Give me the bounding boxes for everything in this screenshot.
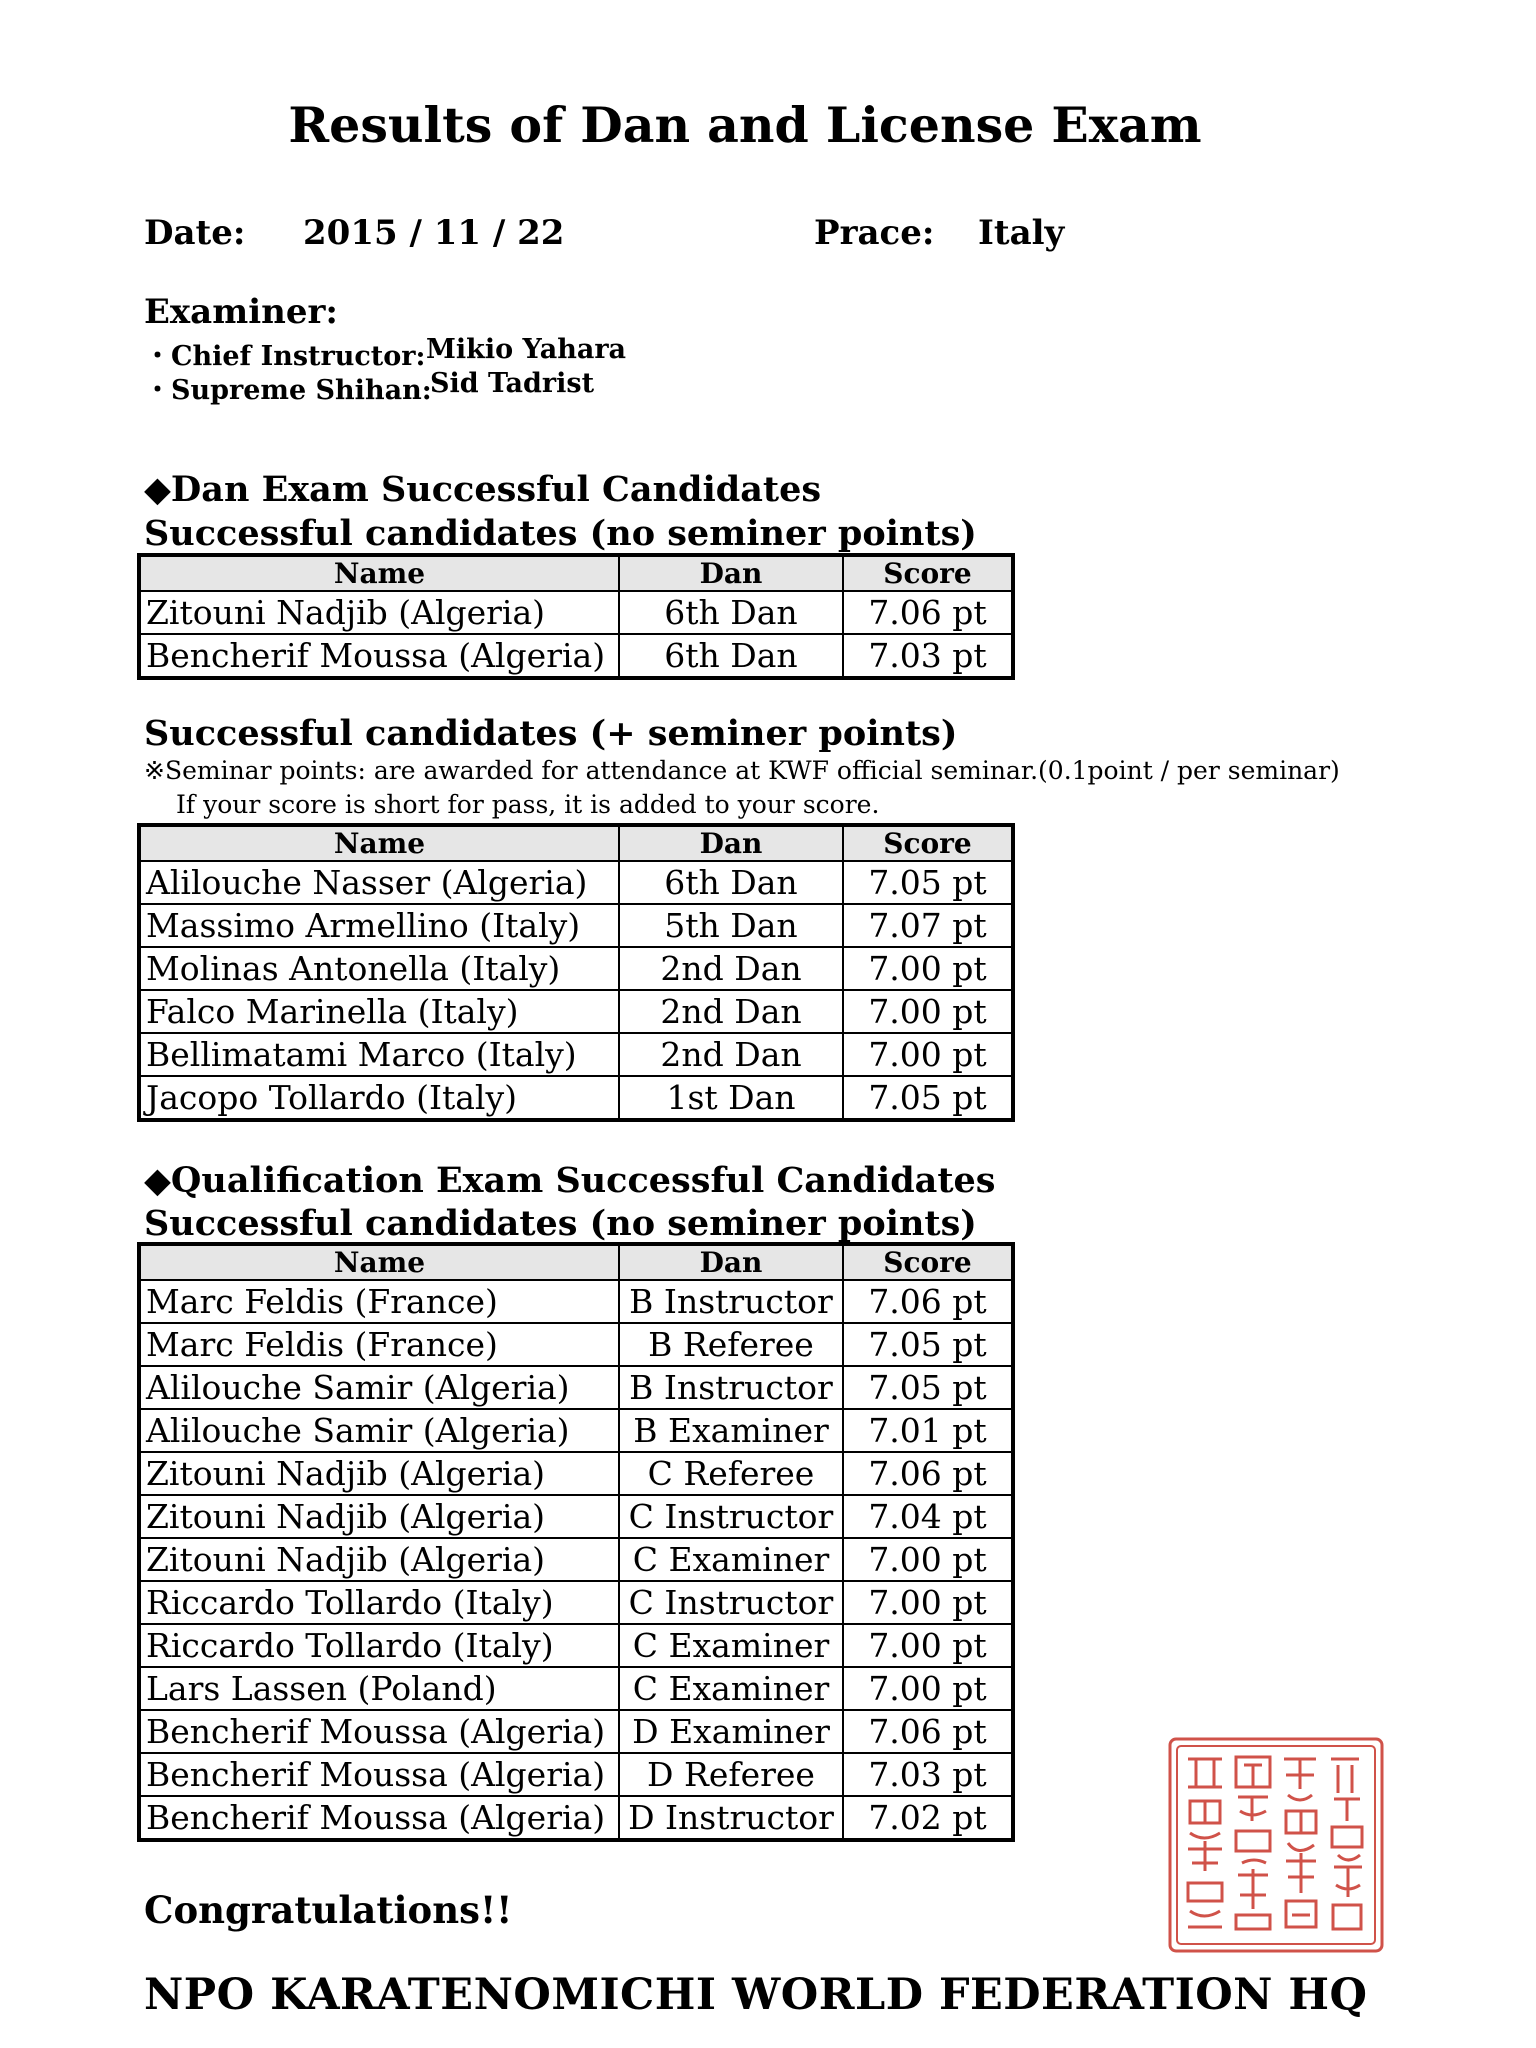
candidate-name-cell: Riccardo Tollardo (Italy) — [139, 1581, 619, 1624]
dan-level-cell: 6th Dan — [619, 591, 843, 634]
candidate-name-cell: Zitouni Nadjib (Algeria) — [139, 1538, 619, 1581]
table-row — [139, 861, 1013, 904]
dan-plus-seminar-table — [137, 823, 1015, 1122]
candidate-name-cell: Falco Marinella (Italy) — [139, 990, 619, 1033]
table-row — [139, 1710, 1013, 1753]
dan-level-cell: 6th Dan — [619, 634, 843, 678]
table-row — [139, 1409, 1013, 1452]
table-row — [139, 947, 1013, 990]
name-column-header: Name — [139, 1244, 619, 1280]
candidate-name-cell: Alilouche Nasser (Algeria) — [139, 861, 619, 904]
candidate-name-cell: Zitouni Nadjib (Algeria) — [139, 591, 619, 634]
candidate-name-cell: Bencherif Moussa (Algeria) — [139, 1753, 619, 1796]
dan-level-cell: 2nd Dan — [619, 947, 843, 990]
dan-level-cell: B Referee — [619, 1323, 843, 1366]
score-cell: 7.05 pt — [843, 1323, 1013, 1366]
dan-level-cell: 2nd Dan — [619, 1033, 843, 1076]
dan-level-cell: D Instructor — [619, 1796, 843, 1840]
table-row — [139, 1667, 1013, 1710]
table-header-row — [139, 555, 1013, 591]
table-row — [139, 1753, 1013, 1796]
name-column-header: Name — [139, 825, 619, 861]
table-row — [139, 591, 1013, 634]
score-cell: 7.05 pt — [843, 1076, 1013, 1120]
dan-level-cell: B Instructor — [619, 1280, 843, 1323]
dan-section-title: ◆Dan Exam Successful Candidates — [144, 469, 822, 510]
table-row — [139, 1624, 1013, 1667]
dan-level-cell: 2nd Dan — [619, 990, 843, 1033]
table-row — [139, 904, 1013, 947]
score-cell: 7.00 pt — [843, 1538, 1013, 1581]
subsection-title: Successful candidates (no seminer points) — [144, 1203, 977, 1244]
examiner-name: Mikio Yahara — [426, 334, 627, 365]
candidate-name-cell: Alilouche Samir (Algeria) — [139, 1366, 619, 1409]
subsection-title: Successful candidates (+ seminer points) — [144, 713, 958, 754]
table-row — [139, 1366, 1013, 1409]
score-cell: 7.02 pt — [843, 1796, 1013, 1840]
score-cell: 7.05 pt — [843, 1366, 1013, 1409]
table-header-row — [139, 825, 1013, 861]
seminar-note: ※Seminar points: are awarded for attendance at KWF official seminar.(0.1point / per seminar) — [144, 756, 1340, 785]
score-cell: 7.01 pt — [843, 1409, 1013, 1452]
document-title: Results of Dan and License Exam — [288, 96, 1202, 154]
score-cell: 7.06 pt — [843, 1452, 1013, 1495]
examiner-name: Sid Tadrist — [430, 368, 595, 399]
name-column-header: Name — [139, 555, 619, 591]
candidate-name-cell: Riccardo Tollardo (Italy) — [139, 1624, 619, 1667]
seminar-note: If your score is short for pass, it is added to your score. — [176, 790, 880, 819]
score-cell: 7.00 pt — [843, 1581, 1013, 1624]
date-value: 2015 / 11 / 22 — [303, 213, 565, 253]
table-row — [139, 1076, 1013, 1120]
examiner-role: ・Supreme Shihan: — [144, 375, 432, 406]
dan-no-seminar-table — [137, 553, 1015, 680]
dan-level-cell: D Referee — [619, 1753, 843, 1796]
candidate-name-cell: Jacopo Tollardo (Italy) — [139, 1076, 619, 1120]
subsection-title: Successful candidates (no seminer points) — [144, 513, 977, 554]
table-row — [139, 1796, 1013, 1840]
dan-level-cell: B Instructor — [619, 1366, 843, 1409]
table-row — [139, 1452, 1013, 1495]
qualification-section-title: ◆Qualification Exam Successful Candidates — [144, 1160, 996, 1201]
examiner-role: ・Chief Instructor: — [144, 341, 426, 372]
score-cell: 7.00 pt — [843, 1033, 1013, 1076]
dan-level-cell: C Instructor — [619, 1581, 843, 1624]
score-cell: 7.03 pt — [843, 1753, 1013, 1796]
score-column-header: Score — [843, 555, 1013, 591]
score-cell: 7.06 pt — [843, 1710, 1013, 1753]
dan-level-cell: C Examiner — [619, 1624, 843, 1667]
place-label: Prace: — [814, 213, 935, 253]
score-cell: 7.00 pt — [843, 1667, 1013, 1710]
score-column-header: Score — [843, 825, 1013, 861]
candidate-name-cell: Molinas Antonella (Italy) — [139, 947, 619, 990]
score-cell: 7.05 pt — [843, 861, 1013, 904]
examiner-label: Examiner: — [144, 292, 338, 332]
candidate-name-cell: Massimo Armellino (Italy) — [139, 904, 619, 947]
candidate-name-cell: Alilouche Samir (Algeria) — [139, 1409, 619, 1452]
table-row — [139, 1280, 1013, 1323]
candidate-name-cell: Marc Feldis (France) — [139, 1280, 619, 1323]
dan-column-header: Dan — [619, 555, 843, 591]
candidate-name-cell: Zitouni Nadjib (Algeria) — [139, 1495, 619, 1538]
score-cell: 7.04 pt — [843, 1495, 1013, 1538]
table-row — [139, 1323, 1013, 1366]
candidate-name-cell: Bencherif Moussa (Algeria) — [139, 1796, 619, 1840]
score-cell: 7.00 pt — [843, 1624, 1013, 1667]
table-row — [139, 990, 1013, 1033]
dan-level-cell: 1st Dan — [619, 1076, 843, 1120]
dan-level-cell: 5th Dan — [619, 904, 843, 947]
score-cell: 7.03 pt — [843, 634, 1013, 678]
candidate-name-cell: Zitouni Nadjib (Algeria) — [139, 1452, 619, 1495]
dan-level-cell: C Instructor — [619, 1495, 843, 1538]
dan-level-cell: B Examiner — [619, 1409, 843, 1452]
score-cell: 7.00 pt — [843, 990, 1013, 1033]
dan-level-cell: D Examiner — [619, 1710, 843, 1753]
dan-level-cell: C Examiner — [619, 1538, 843, 1581]
candidate-name-cell: Lars Lassen (Poland) — [139, 1667, 619, 1710]
place-value: Italy — [978, 213, 1065, 253]
candidate-name-cell: Bencherif Moussa (Algeria) — [139, 1710, 619, 1753]
dan-level-cell: C Examiner — [619, 1667, 843, 1710]
score-cell: 7.06 pt — [843, 1280, 1013, 1323]
candidate-name-cell: Bellimatami Marco (Italy) — [139, 1033, 619, 1076]
qualification-table — [137, 1242, 1015, 1842]
score-cell: 7.07 pt — [843, 904, 1013, 947]
official-seal-icon — [1166, 1735, 1386, 1955]
dan-level-cell: 6th Dan — [619, 861, 843, 904]
candidate-name-cell: Bencherif Moussa (Algeria) — [139, 634, 619, 678]
table-row — [139, 1033, 1013, 1076]
table-row — [139, 1538, 1013, 1581]
date-label: Date: — [144, 213, 246, 253]
candidate-name-cell: Marc Feldis (France) — [139, 1323, 619, 1366]
table-row — [139, 1495, 1013, 1538]
score-cell: 7.00 pt — [843, 947, 1013, 990]
dan-level-cell: C Referee — [619, 1452, 843, 1495]
table-row — [139, 634, 1013, 678]
table-row — [139, 1581, 1013, 1624]
organization-name: NPO KARATENOMICHI WORLD FEDERATION HQ — [144, 1970, 1368, 2020]
dan-column-header: Dan — [619, 825, 843, 861]
score-column-header: Score — [843, 1244, 1013, 1280]
dan-column-header: Dan — [619, 1244, 843, 1280]
congratulations-text: Congratulations!! — [144, 1888, 513, 1932]
score-cell: 7.06 pt — [843, 591, 1013, 634]
table-header-row — [139, 1244, 1013, 1280]
